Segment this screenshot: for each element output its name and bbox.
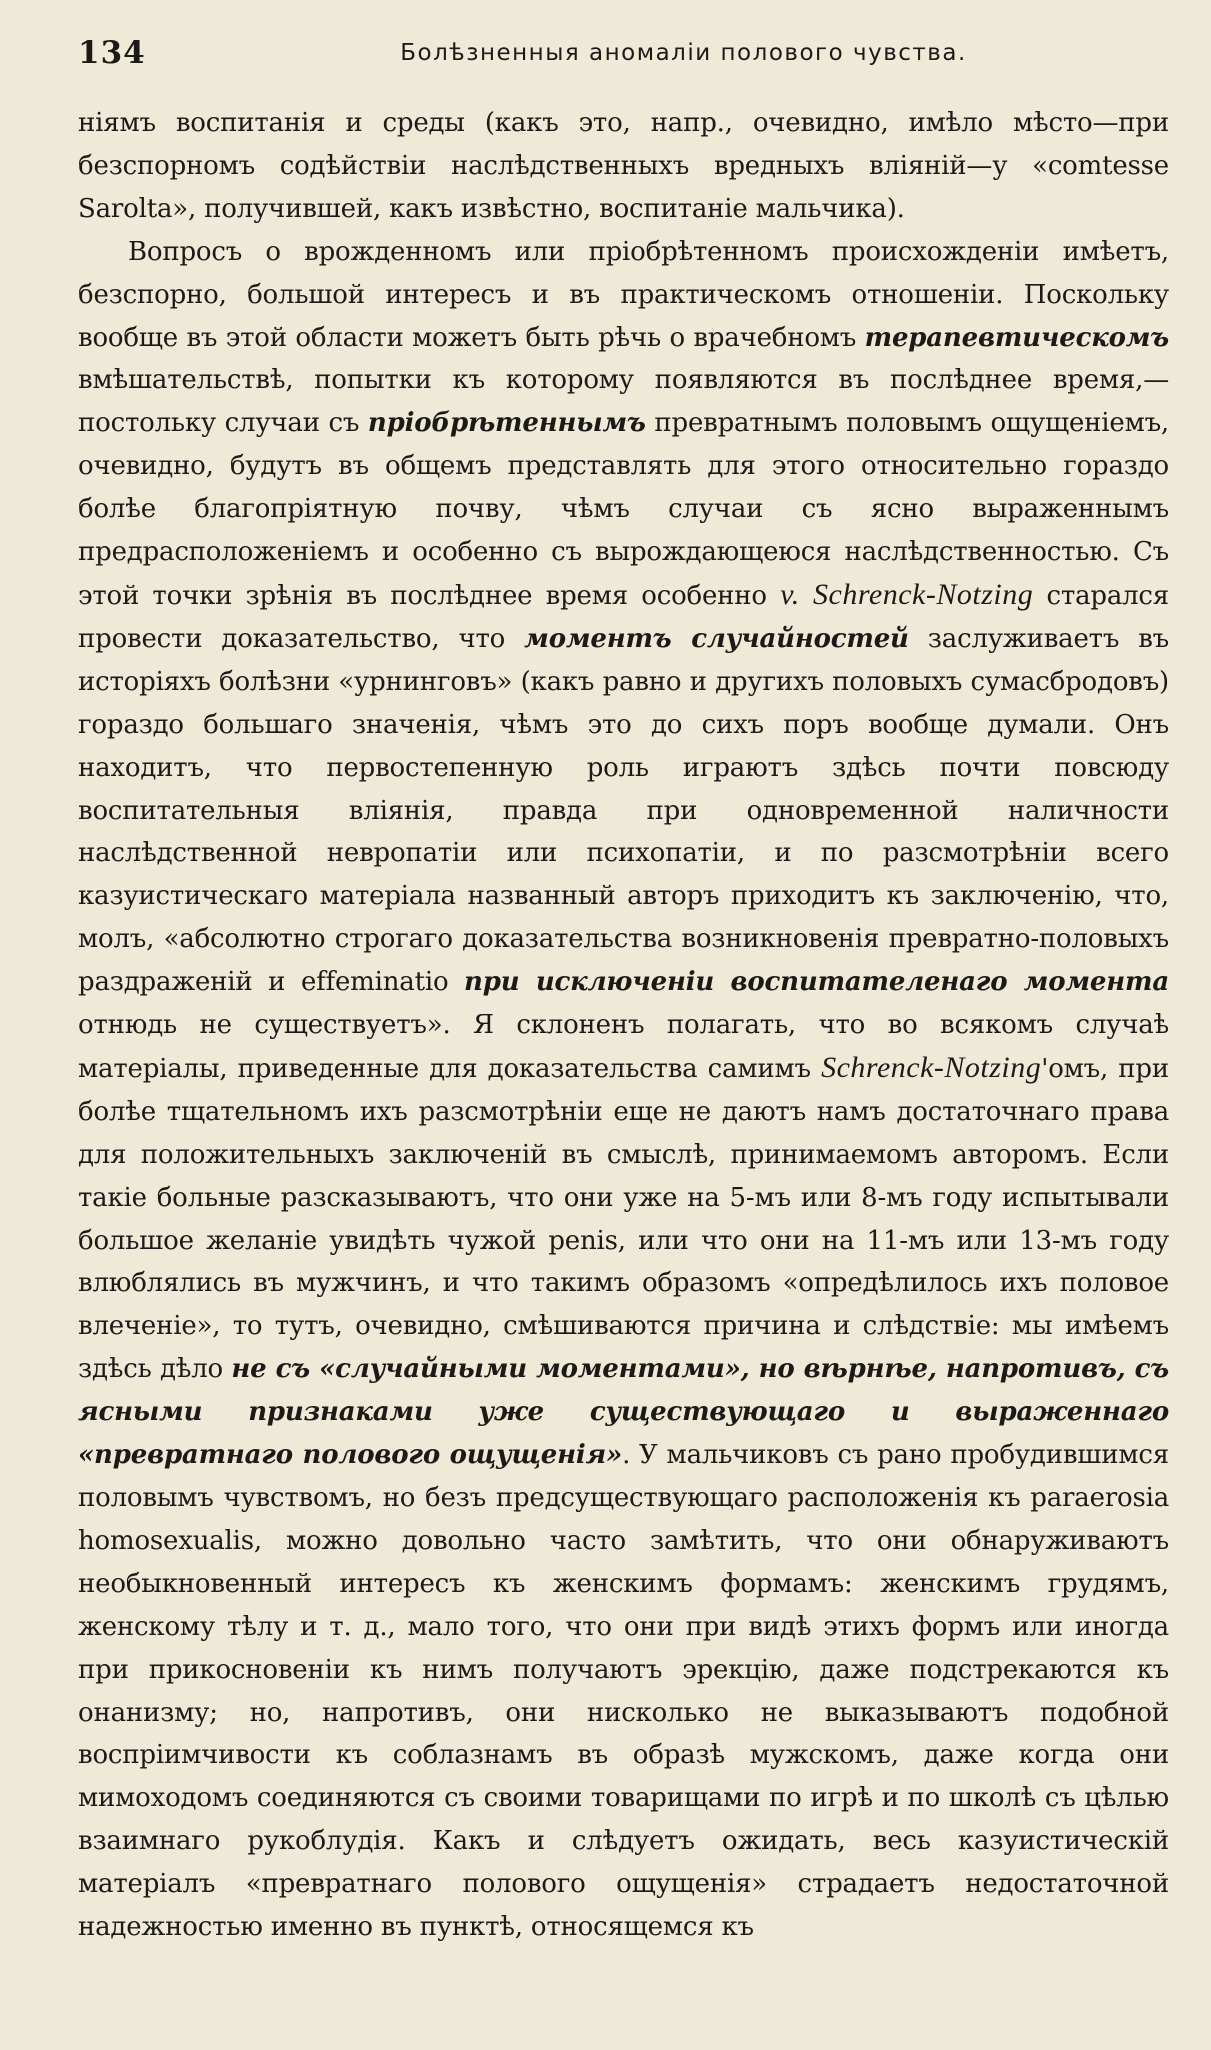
text-run: ніямъ воспитанія и среды (какъ это, напр., очевидно, имѣло мѣсто—при безспорномъ содѣйствіи наслѣдственныхъ вредныхъ вліяній—у «	[78, 108, 1169, 181]
page-number: 134	[78, 35, 146, 71]
body-text	[78, 102, 1169, 1949]
text-run: Вопросъ о врожденномъ или пріобрѣтенномъ происхожденіи имѣетъ, безспорно, большой интересъ и въ практическомъ отношеніи. Поскольку вообще въ этой области можетъ быть рѣчь о врачебномъ	[78, 236, 1169, 353]
paragraph-main	[78, 231, 1169, 1949]
emphasized-text: терапевтическомъ	[864, 322, 1169, 353]
text-run: , или что они на 11-мъ или 13-мъ году влюблялись въ мужчинъ, и что такимъ образомъ «опредѣлилось ихъ половое влеченіе», то тутъ, очевидно, смѣшиваются причина и слѣдствіе: мы имѣемъ здѣсь дѣло	[78, 1225, 1169, 1385]
emphasized-text: пріобрѣтеннымъ	[367, 408, 646, 439]
paragraph-continuation	[78, 102, 1169, 231]
latin-term: penis	[548, 1225, 618, 1256]
running-title: Болѣзненныя аномаліи полового чувства.	[400, 40, 967, 66]
running-head	[78, 28, 1169, 78]
author-name: v. Schrenck-Notzing	[780, 577, 1034, 611]
emphasized-text: не съ «случайными моментами», но вѣрнѣе, напротивъ, съ ясными признаками уже существующаго и выраженнаго «превратнаго полового ощущенія»	[78, 1354, 1169, 1471]
author-name: Schrenck-Notzing	[821, 1050, 1042, 1084]
text-run: отнюдь не существуетъ». Я склоненъ полагать, что во всякомъ случаѣ матеріалы, приведенные для доказательства самимъ	[78, 1010, 1169, 1084]
latin-term: effeminatio	[300, 967, 449, 998]
text-run: 'омъ, при болѣе тщательномъ ихъ разсмотрѣніи еще не даютъ намъ достаточнаго права для положительныхъ заключеній въ смыслѣ, принимаемомъ авторомъ. Если такіе больные разсказываютъ, что они уже на 5-мъ или 8-мъ году испытывали большое желаніе увидѣть чужой	[78, 1053, 1169, 1256]
text-run: , можно довольно часто замѣтить, что они обнаруживаютъ необыкновенный интересъ къ женскимъ формамъ: женскимъ грудямъ, женскому тѣлу и т. д., мало того, что они при видѣ этихъ формъ или иногда при прикосновеніи къ нимъ получаютъ эрекцію, даже подстрекаются къ онанизму; но, напротивъ, они нисколько не выказываютъ подобной воспріимчивости къ соблазнамъ въ образѣ мужскомъ, даже когда они мимоходомъ соединяются съ своими товарищами по игрѣ и по школѣ съ цѣлью взаимнаго рукоблудія. Какъ и слѣдуетъ ожидать, весь казуистическій матеріалъ «превратнаго полового ощущенія» страдаетъ недостаточной надежностью именно въ пунктѣ, относящемся къ	[78, 1525, 1169, 1943]
text-run: заслуживаетъ въ исторіяхъ болѣзни «урнинговъ» (какъ равно и другихъ половыхъ сумасбродовъ) гораздо большаго значенія, чѣмъ это до сихъ поръ вообще думали. Онъ находитъ, что первостепенную роль играютъ здѣсь почти повсюду воспитательныя вліянія, правда при одновременной наличности наслѣдственной невропатіи или психопатіи, и по разсмотрѣніи всего казуистическаго матеріала названный авторъ приходитъ къ заключенію, что, молъ, «абсолютно строгаго доказательства возникновенія превратно-половыхъ раздраженій и	[78, 623, 1170, 998]
latin-term: paraerosia homosexualis	[78, 1483, 1169, 1556]
text-run: вмѣшательствѣ, попытки къ которому появляются въ послѣднее время,—постольку случаи съ	[78, 365, 1169, 439]
latin-term: comtesse Sarolta	[78, 150, 1169, 224]
text-run: . У мальчиковъ съ рано пробудившимся половымъ чувствомъ, но безъ предсуществующаго расположенія къ	[78, 1440, 1169, 1513]
emphasized-text: моментъ случайностей	[524, 623, 909, 654]
text-run: », получившей, какъ извѣстно, воспитаніе мальчика).	[172, 193, 905, 224]
text-run	[448, 967, 464, 997]
emphasized-text: при исключеніи воспитателенаго момента	[464, 967, 1169, 998]
text-run: старался провести доказательство, что	[78, 580, 1169, 654]
text-run: превратнымъ половымъ ощущеніемъ, очевидно, будутъ въ общемъ представлять для этого относительно гораздо болѣе благопріятную почву, чѣмъ случаи съ ясно выраженнымъ предрасположеніемъ и особенно съ вырождающеюся наслѣдственностью. Съ этой точки зрѣнія въ послѣднее время особенно	[78, 408, 1169, 611]
